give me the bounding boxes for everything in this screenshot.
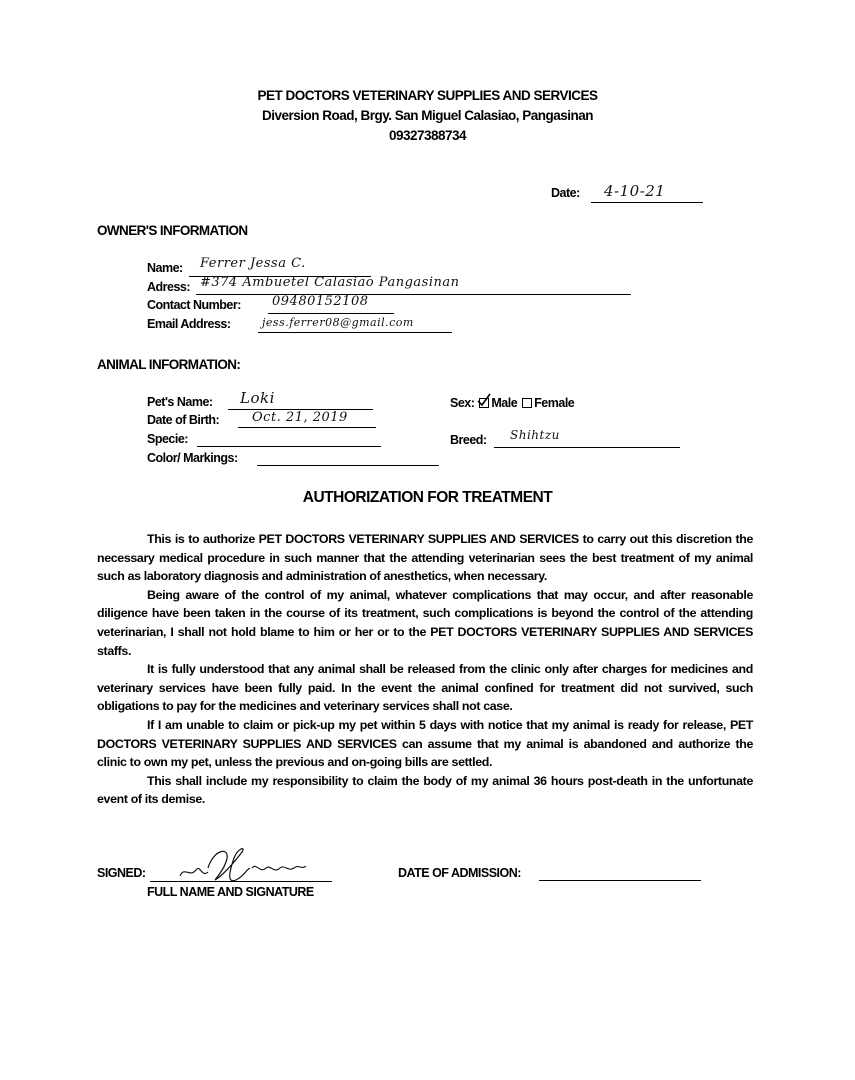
dob-value[interactable]: Oct. 21, 2019: [252, 410, 348, 425]
sex-female-label: Female: [534, 396, 575, 410]
color-markings-line: [257, 465, 439, 466]
owner-section-title: OWNER'S INFORMATION: [97, 223, 248, 238]
owner-name-value[interactable]: Ferrer Jessa C.: [200, 256, 306, 271]
email-value[interactable]: jess.ferrer08@gmail.com: [262, 316, 414, 329]
date-label: Date:: [551, 186, 580, 200]
clinic-name: PET DOCTORS VETERINARY SUPPLIES AND SERVICES: [257, 88, 598, 103]
owner-address-value[interactable]: #374 Ambuetel Calasiao Pangasinan: [200, 275, 460, 290]
sex-male-option[interactable]: [477, 396, 491, 410]
owner-address-label: Adress:: [147, 280, 191, 294]
authorization-paragraph-5: This shall include my responsibility to claim the body of my animal 36 hours post-death in the unfortunate event of its demise.: [97, 773, 753, 807]
date-of-admission-label: DATE OF ADMISSION:: [398, 866, 521, 880]
contact-number-label: Contact Number:: [147, 298, 241, 312]
sex-label: Sex:: [450, 396, 475, 410]
authorization-paragraph-1: This is to authorize PET DOCTORS VETERINARY SUPPLIES AND SERVICES to carry out this discretion the necessary medical procedure in such manner that the attending veterinarian sees the best treatment of my animal such as laboratory diagnosis and administration of anesthetics, when necessary.: [97, 532, 753, 584]
specie-line: [197, 446, 381, 447]
animal-section-title: ANIMAL INFORMATION:: [97, 357, 241, 372]
date-of-admission-line: [539, 880, 701, 881]
breed-label: Breed:: [450, 433, 487, 447]
email-label: Email Address:: [147, 317, 231, 331]
color-markings-label: Color/ Markings:: [147, 451, 238, 465]
authorization-text: [97, 530, 753, 809]
date-line: [591, 202, 703, 203]
date-value[interactable]: 4-10-21: [604, 182, 666, 200]
sex-field: [450, 396, 574, 410]
specie-label: Specie:: [147, 432, 188, 446]
clinic-phone: 09327388734: [388, 128, 467, 143]
contact-number-line: [268, 313, 394, 314]
sex-male-label: Male: [491, 396, 518, 410]
dob-line: [238, 427, 376, 428]
authorization-title: AUTHORIZATION FOR TREATMENT: [302, 489, 553, 506]
breed-value[interactable]: Shihtzu: [510, 428, 560, 442]
female-checkbox[interactable]: [522, 398, 532, 408]
handwritten-signature[interactable]: [170, 844, 320, 888]
owner-name-label: Name:: [147, 261, 183, 275]
check-mark-icon: [477, 393, 491, 407]
owner-address-line: [196, 294, 631, 295]
dob-label: Date of Birth:: [147, 413, 220, 427]
authorization-paragraph-3: It is fully understood that any animal shall be released from the clinic only after charges for medicines and veterinary services have been fully paid. In the event the animal confined for treatment did not survived, such obligations to pay for the medicines and veterinary services shall not case.: [97, 662, 753, 714]
pet-name-value[interactable]: Loki: [240, 389, 275, 407]
breed-line: [494, 447, 680, 448]
contact-number-value[interactable]: 09480152108: [272, 294, 369, 309]
clinic-address: Diversion Road, Brgy. San Miguel Calasiao, Pangasinan: [261, 108, 594, 123]
full-name-signature-label: FULL NAME AND SIGNATURE: [147, 885, 314, 899]
signed-label: SIGNED:: [97, 866, 146, 880]
email-line: [258, 332, 452, 333]
authorization-paragraph-2: Being aware of the control of my animal, whatever complications that may occur, and after reasonable diligence have been taken in the course of its treatment, such complications is beyond the control of the attending veterinarian, I shall not hold blame to him or her or to the PET DOCTORS VETERINARY SUPPLIES AND SERVICES staffs.: [97, 587, 753, 658]
pet-name-label: Pet's Name:: [147, 395, 213, 409]
authorization-paragraph-4: If I am unable to claim or pick-up my pet within 5 days with notice that my animal is ready for release, PET DOCTORS VETERINARY SUPPLIES AND SERVICES can assume that my animal is abandoned and authorize the clinic to own my pet, unless the previous and on-going bills are settled.: [97, 717, 753, 770]
